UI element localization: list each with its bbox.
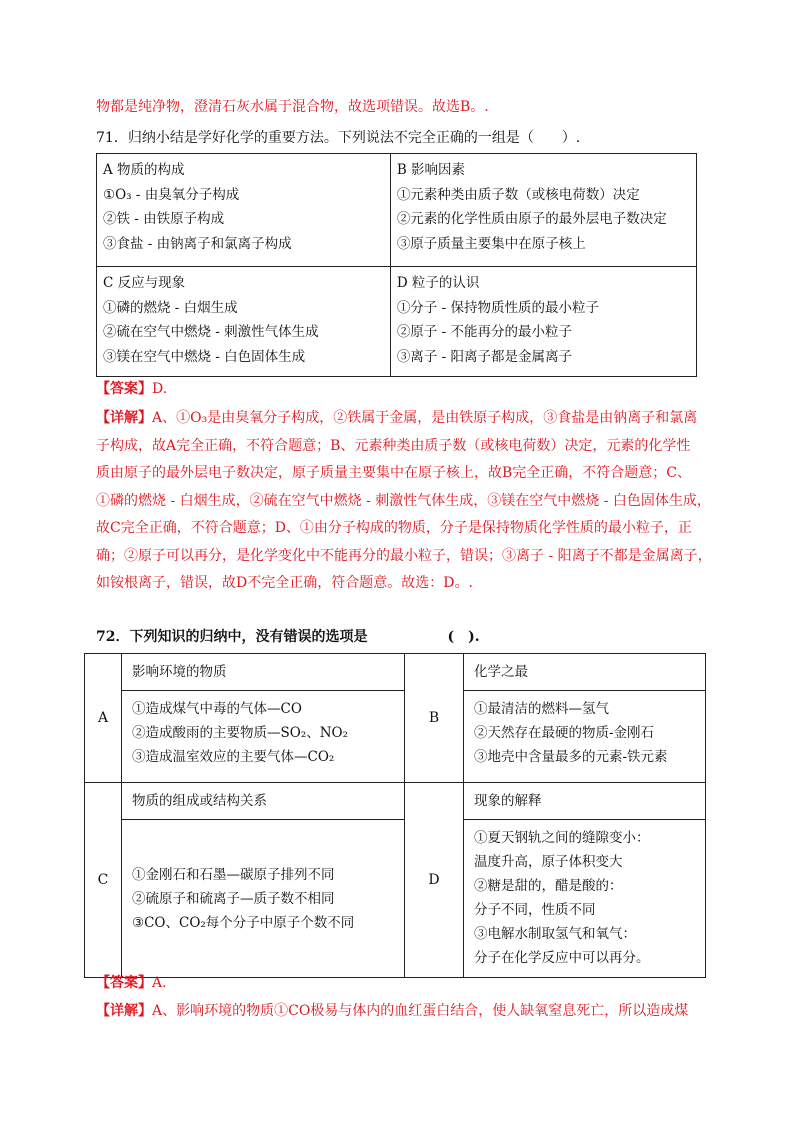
detail-line: 故C完全正确，不符合题意；D、①由分子构成的物质，分子是保持物质化学性质的最小粒子，正 — [96, 520, 692, 536]
option-b-item: ②天然存在最硬的物质-金刚石 — [474, 725, 655, 741]
option-d-item: 分子在化学反应中可以再分。 — [474, 950, 650, 966]
question-71-title: 71．归纳小结是学好化学的重要方法。下列说法不完全正确的一组是（ ）. — [96, 130, 581, 146]
option-c-head: 物质的组成或结构关系 — [122, 783, 405, 820]
option-c-items — [122, 820, 405, 978]
option-b-items — [464, 691, 706, 783]
option-d-item: 温度升高，原子体积变大 — [474, 854, 623, 870]
detail-tag: 【详解】 — [96, 1003, 152, 1019]
option-d-cell — [390, 267, 696, 377]
option-d-label: D — [405, 783, 464, 978]
option-d-items — [464, 820, 706, 978]
option-d-item: ②糖是甜的，醋是酸的： — [474, 878, 623, 894]
option-b-head: B 影响因素 — [396, 162, 466, 178]
option-d-item: ③电解水制取氢气和氧气： — [474, 926, 636, 942]
answer-tag: 【答案】 — [96, 975, 152, 991]
option-c-item: ③镁在空气中燃烧 - 白色固体生成 — [103, 348, 306, 365]
question-71-table — [96, 153, 697, 377]
option-d-item: 分子不同，性质不同 — [474, 902, 596, 918]
detail-line: A、影响环境的物质①CO极易与体内的血红蛋白结合，使人缺氧窒息死亡，所以造成煤 — [152, 1003, 689, 1019]
detail-line: 子构成，故A完全正确，不符合题意；B、元素种类由质子数（或核电荷数）决定，元素的化学性 — [96, 437, 691, 454]
option-c-item: ②硫原子和硫离子—质子数不相同 — [132, 890, 335, 907]
detail-72 — [96, 1001, 688, 1021]
option-c-item: ②硫在空气中燃烧 - 刺激性气体生成 — [103, 324, 319, 340]
option-c-cell — [97, 267, 391, 377]
option-a-head: 影响环境的物质 — [122, 654, 405, 691]
option-b-item: ②元素的化学性质由原子的最外层电子数决定 — [396, 211, 667, 227]
detail-line: 如铵根离子，错误，故D不完全正确，符合题意。故选：D。. — [96, 575, 473, 591]
option-a-item: ①造成煤气中毒的气体—CO — [132, 701, 302, 717]
option-a-cell — [97, 154, 391, 267]
option-a-label: A — [85, 654, 122, 783]
option-b-cell — [390, 154, 696, 267]
detail-line: 质由原子的最外层电子数决定，原子质量主要集中在原子核上，故B完全正确，不符合题意；C、 — [96, 465, 691, 481]
option-a-item: ②造成酸雨的主要物质—SO₂、NO₂ — [132, 725, 349, 741]
option-c-item: ①金刚石和石墨—碳原子排列不同 — [132, 866, 335, 883]
option-b-label: B — [405, 654, 464, 783]
option-d-head: D 粒子的认识 — [396, 275, 480, 291]
detail-line: ①磷的燃烧 - 白烟生成，②硫在空气中燃烧 - 刺激性气体生成，③镁在空气中燃烧 - 白色固体生成， — [96, 492, 711, 509]
detail-line: 确；②原子可以再分，是化学变化中不能再分的最小粒子，错误；③离子 - 阳离子不都是金属离子， — [96, 547, 712, 564]
answer-paren: ( ). — [447, 629, 480, 645]
detail-tag: 【详解】 — [96, 410, 152, 426]
option-a-item: ③造成温室效应的主要气体—CO₂ — [132, 749, 335, 765]
option-a-item: ①O₃ - 由臭氧分子构成 — [103, 186, 240, 203]
option-b-item: ③原子质量主要集中在原子核上 — [396, 235, 586, 252]
answer-71 — [96, 379, 167, 399]
option-b-head: 化学之最 — [464, 654, 706, 691]
option-d-item: ③离子 - 阳离子都是金属离子 — [396, 348, 572, 365]
option-d-item: ①夏天钢轨之间的缝隙变小： — [474, 830, 650, 846]
option-d-item: ①分子 - 保持物质性质的最小粒子 — [396, 299, 599, 316]
question-72-title: 72．下列知识的归纳中，没有错误的选项是 ( ). — [96, 629, 480, 645]
detail-line: 【详解】A、①O₃是由臭氧分子构成，②铁属于金属，是由铁原子构成，③食盐是由钠离子和氯离 — [96, 410, 698, 426]
option-a-items — [122, 691, 405, 783]
option-a-item: ②铁 - 由铁原子构成 — [103, 211, 225, 227]
option-b-item: ①最清洁的燃料—氢气 — [474, 701, 609, 717]
option-d-head: 现象的解释 — [464, 783, 706, 820]
option-c-item: ③CO、CO₂每个分子中原子个数不同 — [132, 914, 355, 931]
option-a-head: A 物质的构成 — [103, 162, 185, 178]
option-a-item: ③食盐 - 由钠离子和氯离子构成 — [103, 235, 292, 252]
answer-value: D. — [152, 381, 168, 397]
option-c-head: C 反应与现象 — [103, 275, 186, 291]
option-b-item: ③地壳中含量最多的元素-铁元素 — [474, 749, 668, 765]
option-c-label: C — [85, 783, 122, 978]
previous-answer-tail: 物都是纯净物，澄清石灰水属于混合物，故选项错误。故选B。. — [96, 99, 489, 115]
option-b-item: ①元素种类由质子数（或核电荷数）决定 — [396, 186, 640, 203]
answer-tag: 【答案】 — [96, 381, 152, 397]
option-c-item: ①磷的燃烧 - 白烟生成 — [103, 299, 238, 316]
detail-71 — [96, 405, 710, 598]
answer-value: A. — [152, 975, 167, 991]
option-d-item: ②原子 - 不能再分的最小粒子 — [396, 324, 572, 340]
answer-72 — [96, 973, 167, 993]
question-72-table — [84, 653, 706, 978]
